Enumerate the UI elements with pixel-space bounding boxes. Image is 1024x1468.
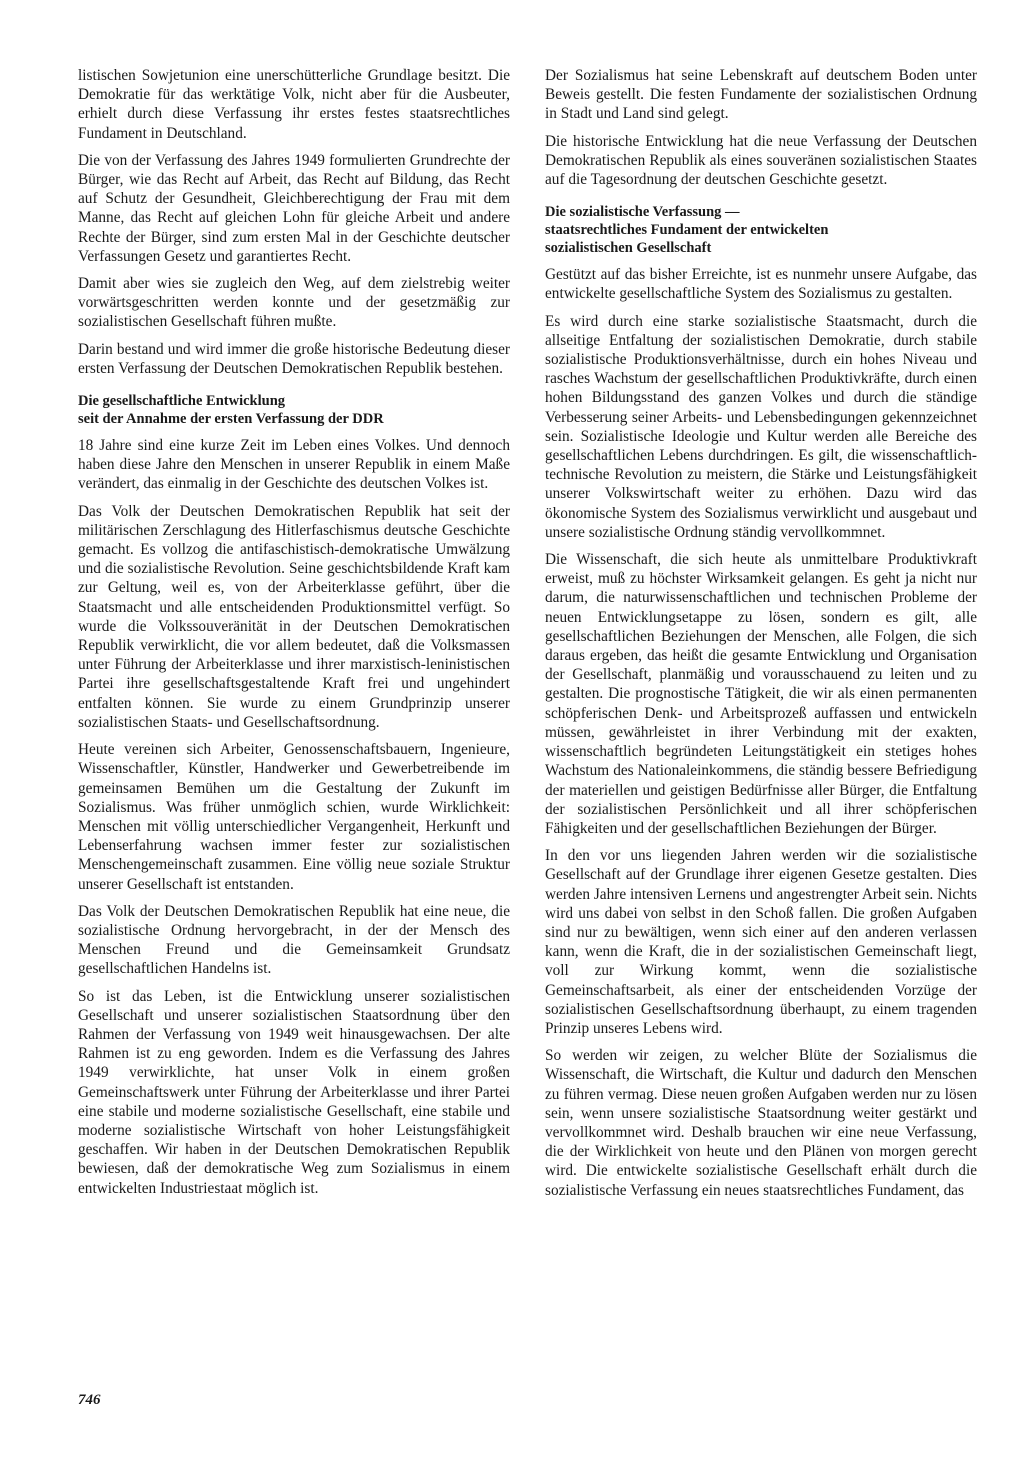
paragraph: Damit aber wies sie zugleich den Weg, auf dem zielstrebig weiter vorwärtsgeschritten werden konnte und der gesetzmäßig zur sozialistischen Gesellschaft führen mußte. [78, 275, 510, 331]
paragraph: Gestützt auf das bisher Erreichte, ist es nunmehr unsere Aufgabe, das entwickelte gesellschaftliche System des Sozialismus zu gestalten. [545, 266, 977, 303]
paragraph: So werden wir zeigen, zu welcher Blüte der Sozialismus die Wissenschaft, die Wirtschaft, die Kultur und dadurch den Menschen zu führen vermag. Diese neuen großen Aufgaben werden nur zu lösen sein, wenn unsere sozialistische Staatsordnung weiter gestärkt und vervollkommnet wird. Deshalb brauchen wir eine neue Verfassung, die der Wirklichkeit von heute und den Plänen von morgen gerecht wird. Die entwickelte sozialistische Gesellschaft erhält durch die sozialistische Verfassung ein neues staatsrechtliches Fundament, das [545, 1047, 977, 1199]
left-column [78, 66, 510, 1206]
paragraph: listischen Sowjetunion eine unerschütterliche Grundlage besitzt. Die Demokratie für das werktätige Volk, nicht aber für die Ausbeuter, erhielt durch diese Verfassung ihr erstes festes staatsrechtliches Fundament in Deutschland. [78, 67, 510, 142]
page-number: 746 [78, 1392, 101, 1408]
paragraph: Das Volk der Deutschen Demokratischen Republik hat eine neue, die sozialistische Ordnung hervorgebracht, in der der Mensch des Menschen Freund und die Gemeinsamkeit Grundsatz gesellschaftlichen Handelns ist. [78, 902, 510, 978]
paragraph: Das Volk der Deutschen Demokratischen Republik hat seit der militärischen Zerschlagung des Hitlerfaschismus deutsche Geschichte gemacht. Es vollzog die antifaschistisch-demokratische Umwälzung und die sozialistische Revolution. Seine geschichtsbildende Kraft kam zur Geltung, weil es, von der Arbeiterklasse geführt, über die Staatsmacht und alle entscheidenden Produktionsmittel verfügt. So wurde die Volkssouveränität in der Deutschen Demokratischen Republik verwirklicht, die vor allem bedeutet, daß die Volksmassen unter Führung der Arbeiterklasse und ihrer marxistisch-leninistischen Partei ihre gesellschaftsgestaltende Kraft frei und ungehindert entfalten können. Sie wurde zu einem Grundprinzip unserer sozialistischen Staats- und Gesellschaftsordnung. [78, 502, 510, 731]
section-heading-line: Die sozialistische Verfassung — [545, 204, 740, 221]
paragraph: 18 Jahre sind eine kurze Zeit im Leben eines Volkes. Und dennoch haben diese Jahre den Menschen in unserer Republik in einem Maße verändert, das einmalig in der Geschichte des deutschen Volkes ist. [78, 437, 510, 493]
section-heading-line: seit der Annahme der ersten Verfassung der DDR [78, 411, 384, 428]
paragraph: In den vor uns liegenden Jahren werden wir die sozialistische Gesellschaft auf der Grundlage ihrer eigenen Gesetze gestalten. Dies werden Jahre intensiven Lernens und angestrengter Arbeit sein. Nichts wird uns dabei von selbst in den Schoß fallen. Die großen Aufgaben sind nur zu bewältigen, wenn sich einer auf den anderen verlassen kann, wenn die Kraft, die in der sozialistischen Gemeinschaft liegt, voll zur Wirkung kommt, wenn die sozialistische Gemeinschaftsarbeit, als einer der entscheidenden Vorzüge der sozialistischen Gesellschaftsordnung überhaupt, zu einem tragenden Prinzip unseres Lebens wird. [545, 847, 978, 1037]
paragraph: Heute vereinen sich Arbeiter, Genossenschaftsbauern, Ingenieure, Wissenschaftler, Künstler, Handwerker und Gewerbetreibende im gemeinsamen Bemühen um die Gestaltung der Zukunft im Sozialismus. Was früher unmöglich schien, wurde Wirklichkeit: Menschen mit völlig unterschiedlicher Vergangenheit, Herkunft und Lebenserfahrung wachsen immer fester zur sozialistischen Menschengemeinschaft zusammen. Eine völlig neue soziale Struktur unserer Gesellschaft ist entstanden. [78, 741, 510, 893]
section-heading [545, 203, 977, 257]
section-heading-line: Die gesellschaftliche Entwicklung [78, 393, 286, 410]
paragraph: Die von der Verfassung des Jahres 1949 formulierten Grundrechte der Bürger, wie das Recht auf Arbeit, das Recht auf Bildung, das Recht auf Schutz der Gesundheit, Gleichberechtigung der Frau mit dem Manne, das Recht auf gleichen Lohn für gleiche Arbeit und andere Rechte der Bürger, sind zum ersten Mal in der Geschichte deutscher Verfassungen Gesetz und garantiertes Recht. [78, 151, 510, 265]
section-heading-line: staatsrechtliches Fundament der entwickelten [545, 222, 829, 239]
paragraph: Die historische Entwicklung hat die neue Verfassung der Deutschen Demokratischen Republik als eines souveränen sozialistischen Staates auf die Tagesordnung der deutschen Geschichte gesetzt. [545, 132, 977, 189]
paragraph: Die Wissenschaft, die sich heute als unmittelbare Produktivkraft erweist, muß zu höchster Wirksamkeit gelangen. Es geht ja nicht nur darum, die naturwissenschaftlichen und technischen Probleme der neuen Entwicklungsetappe zu lösen, sondern es gilt, alle gesellschaftlichen Beziehungen der Menschen, alle Folgen, die sich daraus ergeben, das heißt die gesamte Entwicklung und Organisation der Gesellschaft, planmäßig und vorausschauend zu leiten und zu gestalten. Die prognostische Tätigkeit, die wir als einen permanenten schöpferischen Denk- und Arbeitsprozeß auffassen und entwickeln müssen, gewährleistet in ihrer Verbindung mit der exakten, wissenschaftlich begründeten Leitungstätigkeit ein stetiges hohes Wachstum des Nationaleinkommens, die ständig bessere Befriedigung der materiellen und geistigen Bedürfnisse aller Bürger, die Entfaltung der sozialistischen Persönlichkeit und all ihrer schöpferischen Fähigkeiten und der gesellschaftlichen Beziehungen der Bürger. [545, 551, 977, 837]
paragraph: Darin bestand und wird immer die große historische Bedeutung dieser ersten Verfassung der Deutschen Demokratischen Republik bestehen. [78, 340, 510, 377]
section-heading-line: sozialistischen Gesellschaft [545, 240, 712, 257]
paragraph: So ist das Leben, ist die Entwicklung unserer sozialistischen Gesellschaft und unserer sozialistischen Staatsordnung über den Rahmen der Verfassung von 1949 weit hinausgewachsen. Der alte Rahmen ist zu eng geworden. Indem es die Verfassung des Jahres 1949 verwirklichte, hat unser Volk in einem großen Gemeinschaftswerk unter Führung der Arbeiterklasse und ihrer Partei eine stabile und moderne sozialistische Gesellschaft, eine stabile und moderne sozialistische Wirtschaft von hoher Leistungsfähigkeit geschaffen. Wir haben in der Deutschen Demokratischen Republik bewiesen, daß der demokratische Weg zum Sozialismus in einem entwickelten Industriestaat möglich ist. [78, 987, 510, 1197]
paragraph: Der Sozialismus hat seine Lebenskraft auf deutschem Boden unter Beweis gestellt. Die festen Fundamente der sozialistischen Ordnung in Stadt und Land sind gelegt. [545, 67, 977, 123]
section-heading [78, 392, 510, 428]
right-column [545, 66, 977, 1208]
paragraph: Es wird durch eine starke sozialistische Staatsmacht, durch die allseitige Entfaltung der sozialistischen Demokratie, durch stabile sozialistische Produktionsverhältnisse, durch ein hohes Niveau und rasches Wachstum der gesellschaftlichen Produktivkräfte, durch einen hohen Bildungsstand des ganzen Volkes und durch die ständige Verbesserung seiner Arbeits- und Lebensbedingungen gekennzeichnet sein. Sozialistische Ideologie und Kultur werden alle Bereiche des gesellschaftlichen Lebens durchdringen. Es gilt, die wissenschaftlich-technische Revolution zu meistern, die Stärke und Leistungsfähigkeit unserer Volkswirtschaft weiter zu erhöhen. Dazu wird das ökonomische System des Sozialismus verwirklicht und ausgebaut und unsere sozialistische Ordnung ständig vervollkommnet. [545, 312, 977, 541]
